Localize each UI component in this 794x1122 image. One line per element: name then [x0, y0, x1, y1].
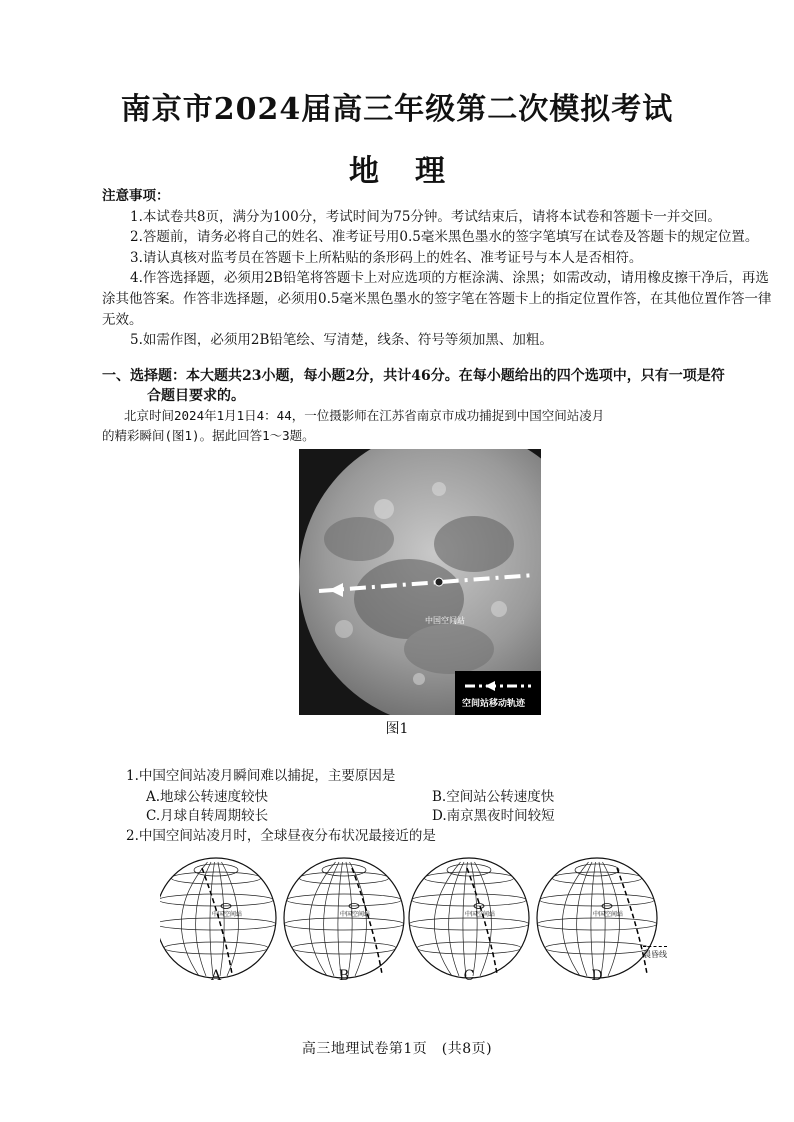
q1-option-a: A.地球公转速度较快	[146, 789, 269, 805]
question-intro	[102, 406, 784, 446]
notice-item-4: 4.作答选择题，必须用2B铅笔将答题卡上对应选项的方框涂满、涂黑；如需改动，请用橡皮擦干净后，再选涂其他答案。作答非选择题，必须用0.5毫米黑色墨水的签字笔在答题卡上的指定位置作答，在其他位置作答一律无效。	[102, 270, 772, 328]
notice-item-2: 2.答题前，请务必将自己的姓名、准考证号用0.5毫米黑色墨水的签字笔填写在试卷及答题卡的规定位置。	[130, 229, 759, 246]
svg-text:中国空间站: 中国空间站	[465, 911, 496, 918]
station-label: 中国空间站	[425, 616, 465, 625]
svg-text:中国空间站: 中国空间站	[340, 911, 371, 918]
exam-title: 南京市2024届高三年级第二次模拟考试	[120, 92, 674, 127]
section-heading-line2: 合题目要求的。	[147, 388, 245, 404]
notice-heading: 注意事项：	[102, 188, 170, 204]
globe-label-d: D	[591, 968, 603, 984]
section-heading-line1: 一、选择题：本大题共23小题，每小题2分，共计46分。在每小题给出的四个选项中，只有一项是符	[102, 368, 725, 384]
terminator-legend-line	[643, 946, 667, 947]
page-footer: 高三地理试卷第1页 (共8页)	[301, 1041, 493, 1057]
svg-text:中国空间站: 中国空间站	[212, 911, 243, 918]
globe-label-a: A	[210, 968, 222, 984]
q1-option-b: B.空间站公转速度快	[432, 789, 555, 805]
q1-option-d: D.南京黑夜时间较短	[432, 808, 555, 824]
intro-line1: 北京时间2024年1月1日4：44，一位摄影师在江苏省南京市成功捕捉到中国空间站凌月	[124, 408, 605, 423]
globe-label-b: B	[338, 968, 350, 984]
moon-illustration	[299, 449, 541, 715]
globe-label-c: C	[463, 968, 475, 984]
q1-option-c: C.月球自转周期较长	[146, 808, 269, 824]
globe-c	[409, 858, 529, 978]
globe-d	[537, 858, 657, 978]
notice-item-5: 5.如需作图，必须用2B铅笔绘、写清楚，线条、符号等须加黑、加粗。	[130, 332, 553, 349]
terminator-legend	[643, 946, 667, 960]
intro-line2: 的精彩瞬间(图1)。据此回答1～3题。	[102, 428, 315, 443]
space-station-icon	[435, 578, 443, 586]
question-2-stem: 2.中国空间站凌月时，全球昼夜分布状况最接近的是	[126, 828, 436, 844]
globe-b	[284, 858, 404, 978]
section-heading	[102, 366, 784, 406]
subject-title: 地理	[349, 154, 481, 189]
figure-moon-photo	[299, 449, 541, 715]
svg-text:中国空间站: 中国空间站	[593, 911, 624, 918]
terminator-legend-label: 晨昏线	[643, 950, 667, 959]
notice-item-1: 1.本试卷共8页，满分为100分，考试时间为75分钟。考试结束后，请将本试卷和答题卡一并交回。	[130, 208, 721, 225]
question-1-stem: 1.中国空间站凌月瞬间难以捕捉，主要原因是	[126, 768, 396, 784]
notice-section	[102, 186, 782, 351]
legend-label: 空间站移动轨迹	[462, 699, 526, 709]
globe-a	[160, 858, 276, 978]
notice-item-3: 3.请认真核对监考员在答题卡上所粘贴的条形码上的姓名、准考证号与本人是否相符。	[130, 249, 643, 266]
figure-caption: 图1	[385, 721, 409, 737]
